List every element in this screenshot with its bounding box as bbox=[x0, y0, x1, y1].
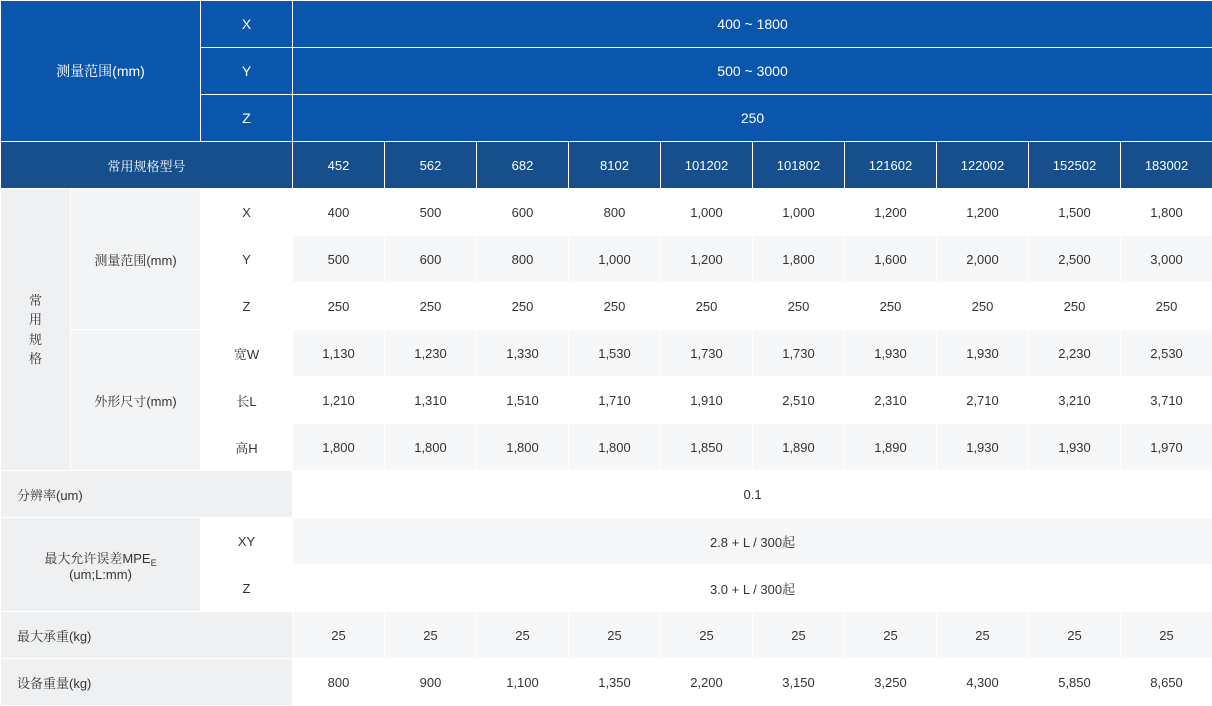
cell-weight-101802: 3,150 bbox=[753, 659, 845, 706]
cell-z-562: 250 bbox=[385, 283, 477, 330]
cell-h-682: 1,800 bbox=[477, 424, 569, 471]
cell-x-8102: 800 bbox=[569, 189, 661, 236]
model-101802: 101802 bbox=[753, 142, 845, 189]
table-row bbox=[1, 471, 1212, 518]
cell-y-183002: 3,000 bbox=[1121, 236, 1212, 283]
header-range-z: 250 bbox=[293, 95, 1212, 142]
cell-w-682: 1,330 bbox=[477, 330, 569, 377]
cell-z-682: 250 bbox=[477, 283, 569, 330]
group-label-line-3: 规 bbox=[1, 330, 70, 350]
mpe-label-line-2: (um;L:mm) bbox=[1, 567, 200, 582]
model-122002: 122002 bbox=[937, 142, 1029, 189]
cell-h-121602: 1,890 bbox=[845, 424, 937, 471]
cell-weight-121602: 3,250 bbox=[845, 659, 937, 706]
resolution-value: 0.1 bbox=[293, 471, 1212, 518]
group-label-line-1: 常 bbox=[1, 291, 70, 311]
cell-y-152502: 2,500 bbox=[1029, 236, 1121, 283]
cell-l-682: 1,510 bbox=[477, 377, 569, 424]
measure-range-label: 测量范围(mm) bbox=[71, 189, 201, 330]
cell-w-183002: 2,530 bbox=[1121, 330, 1212, 377]
mpe-label-subscript: E bbox=[151, 558, 157, 568]
cell-x-562: 500 bbox=[385, 189, 477, 236]
row-axis-width: 宽W bbox=[201, 330, 293, 377]
cell-load-121602: 25 bbox=[845, 612, 937, 659]
cell-y-8102: 1,000 bbox=[569, 236, 661, 283]
cell-load-122002: 25 bbox=[937, 612, 1029, 659]
cell-y-682: 800 bbox=[477, 236, 569, 283]
max-load-label: 最大承重(kg) bbox=[1, 612, 293, 659]
cell-z-122002: 250 bbox=[937, 283, 1029, 330]
cell-w-101202: 1,730 bbox=[661, 330, 753, 377]
header-model-label: 常用规格型号 bbox=[1, 142, 293, 189]
table-row bbox=[1, 330, 1212, 377]
cell-x-101802: 1,000 bbox=[753, 189, 845, 236]
header-model-row bbox=[1, 142, 1212, 189]
cell-x-183002: 1,800 bbox=[1121, 189, 1212, 236]
row-axis-y: Y bbox=[201, 236, 293, 283]
cell-load-8102: 25 bbox=[569, 612, 661, 659]
cell-load-101802: 25 bbox=[753, 612, 845, 659]
cell-load-452: 25 bbox=[293, 612, 385, 659]
cell-w-562: 1,230 bbox=[385, 330, 477, 377]
cell-h-452: 1,800 bbox=[293, 424, 385, 471]
cell-w-122002: 1,930 bbox=[937, 330, 1029, 377]
cell-weight-122002: 4,300 bbox=[937, 659, 1029, 706]
cell-z-121602: 250 bbox=[845, 283, 937, 330]
model-682: 682 bbox=[477, 142, 569, 189]
cell-w-452: 1,130 bbox=[293, 330, 385, 377]
model-121602: 121602 bbox=[845, 142, 937, 189]
cell-h-152502: 1,930 bbox=[1029, 424, 1121, 471]
equipment-weight-label: 设备重量(kg) bbox=[1, 659, 293, 706]
header-axis-x: X bbox=[201, 1, 293, 48]
cell-z-8102: 250 bbox=[569, 283, 661, 330]
cell-x-682: 600 bbox=[477, 189, 569, 236]
cell-x-122002: 1,200 bbox=[937, 189, 1029, 236]
cell-weight-152502: 5,850 bbox=[1029, 659, 1121, 706]
row-axis-z: Z bbox=[201, 283, 293, 330]
cell-x-452: 400 bbox=[293, 189, 385, 236]
model-101202: 101202 bbox=[661, 142, 753, 189]
model-452: 452 bbox=[293, 142, 385, 189]
header-range-y: 500 ~ 3000 bbox=[293, 48, 1212, 95]
cell-y-101202: 1,200 bbox=[661, 236, 753, 283]
cell-l-562: 1,310 bbox=[385, 377, 477, 424]
row-axis-height: 高H bbox=[201, 424, 293, 471]
header-range-x: 400 ~ 1800 bbox=[293, 1, 1212, 48]
cell-l-452: 1,210 bbox=[293, 377, 385, 424]
table-row bbox=[1, 612, 1212, 659]
cell-w-101802: 1,730 bbox=[753, 330, 845, 377]
cell-weight-8102: 1,350 bbox=[569, 659, 661, 706]
table-row bbox=[1, 189, 1212, 236]
cell-z-101202: 250 bbox=[661, 283, 753, 330]
cell-weight-682: 1,100 bbox=[477, 659, 569, 706]
mpe-label-text: 最大允许误差MPE bbox=[44, 551, 150, 566]
group-label-line-2: 用 bbox=[1, 310, 70, 330]
cell-l-122002: 2,710 bbox=[937, 377, 1029, 424]
group-label-common-spec bbox=[1, 189, 71, 471]
header-axis-y: Y bbox=[201, 48, 293, 95]
mpe-axis-z: Z bbox=[201, 565, 293, 612]
table-row bbox=[1, 518, 1212, 565]
cell-y-452: 500 bbox=[293, 236, 385, 283]
row-axis-length: 长L bbox=[201, 377, 293, 424]
cell-weight-183002: 8,650 bbox=[1121, 659, 1212, 706]
cell-weight-452: 800 bbox=[293, 659, 385, 706]
cell-h-8102: 1,800 bbox=[569, 424, 661, 471]
cell-l-152502: 3,210 bbox=[1029, 377, 1121, 424]
cell-l-8102: 1,710 bbox=[569, 377, 661, 424]
resolution-label: 分辨率(um) bbox=[1, 471, 293, 518]
cell-z-452: 250 bbox=[293, 283, 385, 330]
cell-l-121602: 2,310 bbox=[845, 377, 937, 424]
cell-load-152502: 25 bbox=[1029, 612, 1121, 659]
cell-z-183002: 250 bbox=[1121, 283, 1212, 330]
cell-l-101202: 1,910 bbox=[661, 377, 753, 424]
cell-y-562: 600 bbox=[385, 236, 477, 283]
model-183002: 183002 bbox=[1121, 142, 1212, 189]
mpe-label bbox=[1, 518, 201, 612]
cell-load-682: 25 bbox=[477, 612, 569, 659]
row-axis-x: X bbox=[201, 189, 293, 236]
cell-h-101802: 1,890 bbox=[753, 424, 845, 471]
mpe-axis-xy: XY bbox=[201, 518, 293, 565]
cell-y-101802: 1,800 bbox=[753, 236, 845, 283]
cell-x-121602: 1,200 bbox=[845, 189, 937, 236]
mpe-value-z: 3.0 + L / 300起 bbox=[293, 565, 1212, 612]
cell-z-152502: 250 bbox=[1029, 283, 1121, 330]
cell-z-101802: 250 bbox=[753, 283, 845, 330]
cell-h-562: 1,800 bbox=[385, 424, 477, 471]
cell-h-122002: 1,930 bbox=[937, 424, 1029, 471]
mpe-label-line-1 bbox=[1, 548, 200, 567]
outer-dimension-label: 外形尺寸(mm) bbox=[71, 330, 201, 471]
model-8102: 8102 bbox=[569, 142, 661, 189]
cell-l-101802: 2,510 bbox=[753, 377, 845, 424]
cell-weight-562: 900 bbox=[385, 659, 477, 706]
cell-weight-101202: 2,200 bbox=[661, 659, 753, 706]
cell-x-101202: 1,000 bbox=[661, 189, 753, 236]
cell-load-562: 25 bbox=[385, 612, 477, 659]
cell-x-152502: 1,500 bbox=[1029, 189, 1121, 236]
cell-y-121602: 1,600 bbox=[845, 236, 937, 283]
header-axis-z: Z bbox=[201, 95, 293, 142]
mpe-value-xy: 2.8 + L / 300起 bbox=[293, 518, 1212, 565]
cell-load-183002: 25 bbox=[1121, 612, 1212, 659]
header-range-title: 测量范围(mm) bbox=[1, 1, 201, 142]
header-range-row-x bbox=[1, 1, 1212, 48]
group-label-line-4: 格 bbox=[1, 349, 70, 369]
cell-w-121602: 1,930 bbox=[845, 330, 937, 377]
cell-y-122002: 2,000 bbox=[937, 236, 1029, 283]
table-row bbox=[1, 659, 1212, 706]
cell-w-152502: 2,230 bbox=[1029, 330, 1121, 377]
cell-load-101202: 25 bbox=[661, 612, 753, 659]
cell-l-183002: 3,710 bbox=[1121, 377, 1212, 424]
model-562: 562 bbox=[385, 142, 477, 189]
cell-h-101202: 1,850 bbox=[661, 424, 753, 471]
model-152502: 152502 bbox=[1029, 142, 1121, 189]
cell-w-8102: 1,530 bbox=[569, 330, 661, 377]
cell-h-183002: 1,970 bbox=[1121, 424, 1212, 471]
